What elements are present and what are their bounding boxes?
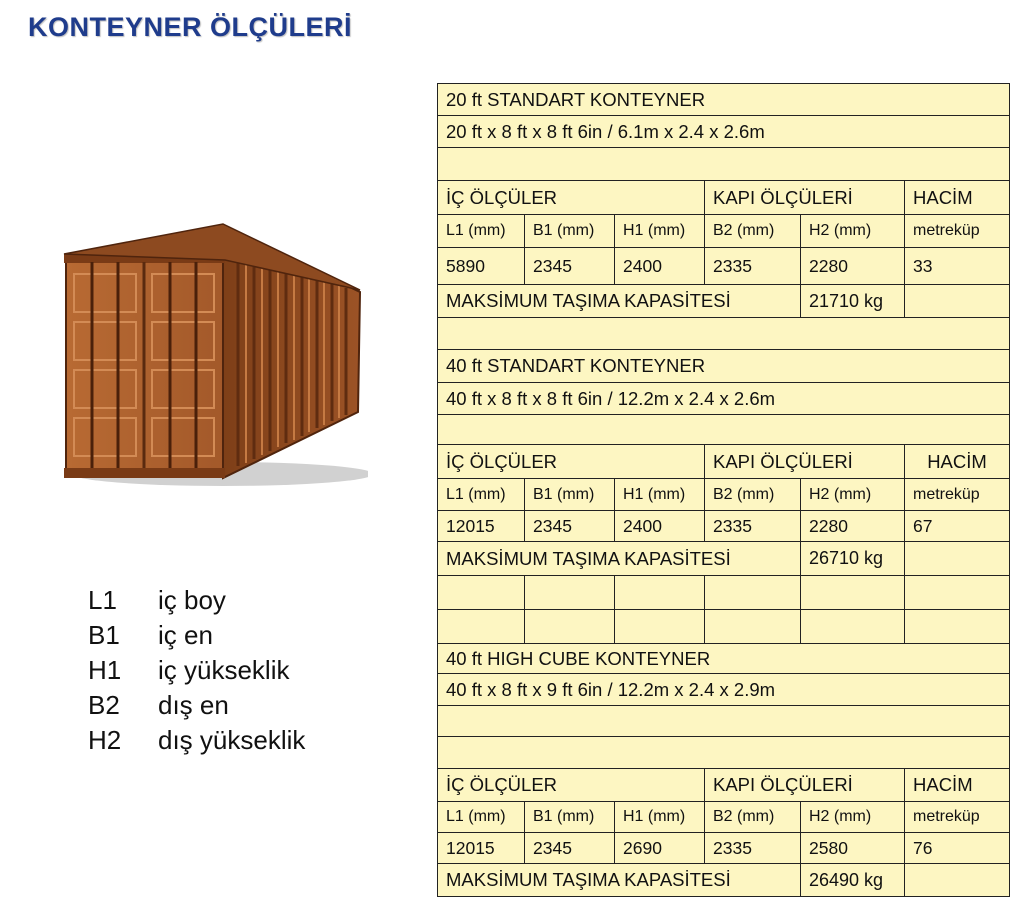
h1-column-header: H1 (mm)	[615, 479, 705, 511]
empty-cell	[801, 576, 905, 610]
h2-value: 2280	[801, 511, 905, 542]
empty-cell	[905, 864, 1010, 897]
empty-cell	[525, 576, 615, 610]
b1-column-header: B1 (mm)	[525, 215, 615, 248]
legend-row	[88, 723, 305, 758]
max-capacity-value: 21710 kg	[801, 285, 905, 318]
volume-header: HACİM	[905, 769, 1010, 802]
b2-column-header: B2 (mm)	[705, 479, 801, 511]
door-dimensions-header: KAPI ÖLÇÜLERİ	[705, 181, 905, 215]
inner-dimensions-header: İÇ ÖLÇÜLER	[438, 181, 705, 215]
l1-column-header: L1 (mm)	[438, 215, 525, 248]
max-capacity-label: MAKSİMUM TAŞIMA KAPASİTESİ	[438, 864, 801, 897]
legend-row	[88, 618, 305, 653]
door-dimensions-header: KAPI ÖLÇÜLERİ	[705, 445, 905, 479]
max-capacity-value: 26710 kg	[801, 542, 905, 576]
empty-cell	[905, 576, 1010, 610]
b2-column-header: B2 (mm)	[705, 215, 801, 248]
legend-meaning: dış yükseklik	[158, 725, 306, 755]
legend-code: B1	[88, 620, 120, 650]
b2-value: 2335	[705, 248, 801, 285]
legend-meaning: iç boy	[158, 585, 226, 615]
legend-row	[88, 653, 305, 688]
h2-value: 2280	[801, 248, 905, 285]
h1-column-header: H1 (mm)	[615, 215, 705, 248]
l1-column-header: L1 (mm)	[438, 479, 525, 511]
h2-value: 2580	[801, 833, 905, 864]
empty-cell	[801, 610, 905, 644]
max-capacity-label: MAKSİMUM TAŞIMA KAPASİTESİ	[438, 542, 801, 576]
page-title: KONTEYNER ÖLÇÜLERİ	[28, 12, 353, 42]
l1-column-header: L1 (mm)	[438, 802, 525, 833]
b1-value: 2345	[525, 248, 615, 285]
legend-meaning: dış en	[158, 690, 229, 720]
max-capacity-value: 26490 kg	[801, 864, 905, 897]
l1-value: 12015	[438, 511, 525, 542]
empty-cell	[905, 285, 1010, 318]
volume-unit: metreküp	[905, 215, 1010, 248]
b1-column-header: B1 (mm)	[525, 479, 615, 511]
l1-value: 12015	[438, 833, 525, 864]
h1-column-header: H1 (mm)	[615, 802, 705, 833]
volume-value: 33	[905, 248, 1010, 285]
section-title: 40 ft STANDART KONTEYNER	[438, 350, 1010, 383]
b1-column-header: B1 (mm)	[525, 802, 615, 833]
h1-value: 2400	[615, 511, 705, 542]
empty-cell	[438, 576, 525, 610]
inner-dimensions-header: İÇ ÖLÇÜLER	[438, 445, 705, 479]
volume-header: HACİM	[905, 445, 1010, 479]
section-dimensions: 20 ft x 8 ft x 8 ft 6in / 6.1m x 2.4 x 2.6m	[438, 116, 1010, 148]
door-dimensions-header: KAPI ÖLÇÜLERİ	[705, 769, 905, 802]
volume-unit: metreküp	[905, 479, 1010, 511]
empty-cell	[705, 576, 801, 610]
empty-cell	[615, 610, 705, 644]
shipping-container-image	[58, 216, 368, 491]
section-dimensions: 40 ft x 8 ft x 9 ft 6in / 12.2m x 2.4 x 2.9m	[438, 674, 1010, 706]
volume-value: 76	[905, 833, 1010, 864]
h1-value: 2690	[615, 833, 705, 864]
h2-column-header: H2 (mm)	[801, 479, 905, 511]
section-dimensions: 40 ft x 8 ft x 8 ft 6in / 12.2m x 2.4 x 2.6m	[438, 383, 1010, 415]
max-capacity-label: MAKSİMUM TAŞIMA KAPASİTESİ	[438, 285, 801, 318]
empty-row	[438, 706, 1010, 737]
legend-row	[88, 688, 305, 723]
empty-row	[438, 318, 1010, 350]
legend-row	[88, 583, 305, 618]
volume-unit: metreküp	[905, 802, 1010, 833]
b2-value: 2335	[705, 511, 801, 542]
h1-value: 2400	[615, 248, 705, 285]
legend	[88, 583, 305, 758]
empty-cell	[525, 610, 615, 644]
volume-header: HACİM	[905, 181, 1010, 215]
l1-value: 5890	[438, 248, 525, 285]
b1-value: 2345	[525, 511, 615, 542]
empty-cell	[905, 610, 1010, 644]
empty-cell	[905, 542, 1010, 576]
empty-cell	[705, 610, 801, 644]
volume-value: 67	[905, 511, 1010, 542]
b1-value: 2345	[525, 833, 615, 864]
empty-cell	[438, 610, 525, 644]
inner-dimensions-header: İÇ ÖLÇÜLER	[438, 769, 705, 802]
legend-code: B2	[88, 690, 120, 720]
section-title: 40 ft HIGH CUBE KONTEYNER	[438, 644, 1010, 674]
b2-column-header: B2 (mm)	[705, 802, 801, 833]
b2-value: 2335	[705, 833, 801, 864]
legend-meaning: iç yükseklik	[158, 655, 290, 685]
container-spec-table	[437, 83, 1010, 897]
empty-cell	[615, 576, 705, 610]
h2-column-header: H2 (mm)	[801, 215, 905, 248]
empty-row	[438, 737, 1010, 769]
legend-code: H1	[88, 655, 122, 685]
legend-code: L1	[88, 585, 117, 615]
legend-code: H2	[88, 725, 122, 755]
h2-column-header: H2 (mm)	[801, 802, 905, 833]
section-title: 20 ft STANDART KONTEYNER	[438, 84, 1010, 116]
legend-meaning: iç en	[158, 620, 213, 650]
empty-row	[438, 148, 1010, 181]
empty-row	[438, 415, 1010, 445]
